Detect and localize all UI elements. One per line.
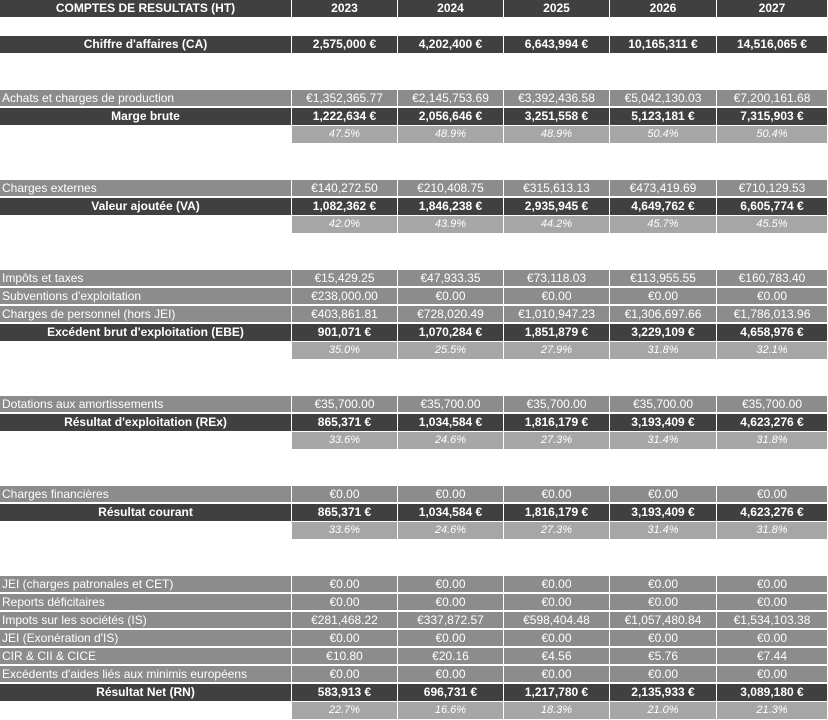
row-label[interactable]: Charges de personnel (hors JEI) bbox=[0, 306, 292, 323]
empty-label-cell[interactable] bbox=[0, 126, 292, 143]
empty-label-cell[interactable] bbox=[0, 432, 292, 449]
row-label[interactable]: Charges externes bbox=[0, 180, 292, 197]
row-label[interactable]: Achats et charges de production bbox=[0, 90, 292, 107]
value-cell[interactable]: €0.00 bbox=[398, 288, 504, 305]
row-label[interactable]: Reports déficitaires bbox=[0, 594, 292, 611]
percent-cell[interactable]: 45.7% bbox=[610, 216, 717, 233]
row-label[interactable]: Résultat courant bbox=[0, 504, 292, 521]
percent-cell[interactable]: 42.0% bbox=[292, 216, 398, 233]
value-cell[interactable]: €4.56 bbox=[504, 648, 610, 665]
value-cell[interactable]: 865,371 € bbox=[292, 504, 398, 521]
value-cell[interactable]: 2,935,945 € bbox=[504, 198, 610, 215]
percent-cell[interactable]: 31.8% bbox=[717, 432, 828, 449]
value-cell[interactable]: €0.00 bbox=[717, 666, 828, 683]
value-cell[interactable]: 1,034,584 € bbox=[398, 414, 504, 431]
value-cell[interactable]: €35,700.00 bbox=[292, 396, 398, 413]
value-cell[interactable]: 583,913 € bbox=[292, 684, 398, 701]
value-cell[interactable]: €0.00 bbox=[610, 486, 717, 503]
value-cell[interactable]: €0.00 bbox=[717, 630, 828, 647]
row-impots-societes bbox=[0, 612, 828, 630]
value-cell[interactable]: €0.00 bbox=[292, 594, 398, 611]
row-label[interactable]: Marge brute bbox=[0, 108, 292, 125]
value-cell[interactable]: €1,352,365.77 bbox=[292, 90, 398, 107]
row-label[interactable]: Résultat Net (RN) bbox=[0, 684, 292, 701]
row-label[interactable]: Subventions d'exploitation bbox=[0, 288, 292, 305]
percent-cell[interactable]: 22.7% bbox=[292, 702, 398, 719]
value-cell[interactable]: €2,145,753.69 bbox=[398, 90, 504, 107]
row-impots-taxes bbox=[0, 270, 828, 288]
row-label[interactable]: CIR & CII & CICE bbox=[0, 648, 292, 665]
value-cell[interactable]: 4,623,276 € bbox=[717, 414, 828, 431]
value-cell[interactable]: €35,700.00 bbox=[610, 396, 717, 413]
percent-cell[interactable]: 35.0% bbox=[292, 342, 398, 359]
value-cell[interactable]: €0.00 bbox=[398, 630, 504, 647]
row-label[interactable]: JEI (Exonération d'IS) bbox=[0, 630, 292, 647]
value-cell[interactable]: 6,605,774 € bbox=[717, 198, 828, 215]
value-cell[interactable]: €728,020.49 bbox=[398, 306, 504, 323]
row-achats bbox=[0, 90, 828, 108]
row-resultat-exploitation bbox=[0, 414, 828, 432]
value-cell[interactable]: €0.00 bbox=[292, 576, 398, 593]
value-cell[interactable]: €15,429.25 bbox=[292, 270, 398, 287]
value-cell[interactable]: €35,700.00 bbox=[717, 396, 828, 413]
row-resultat-net bbox=[0, 684, 828, 702]
value-cell[interactable]: 1,851,879 € bbox=[504, 324, 610, 341]
row-label[interactable]: Excédents d'aides liés aux minimis européens bbox=[0, 666, 292, 683]
value-cell[interactable]: €0.00 bbox=[717, 576, 828, 593]
value-cell[interactable]: €1,057,480.84 bbox=[610, 612, 717, 629]
value-cell[interactable]: €5.76 bbox=[610, 648, 717, 665]
percent-cell[interactable]: 48.9% bbox=[398, 126, 504, 143]
percent-cell[interactable]: 27.3% bbox=[504, 522, 610, 539]
value-cell[interactable]: €0.00 bbox=[610, 594, 717, 611]
value-cell[interactable]: 2,056,646 € bbox=[398, 108, 504, 125]
empty-label-cell[interactable] bbox=[0, 522, 292, 539]
value-cell[interactable]: 3,089,180 € bbox=[717, 684, 828, 701]
row-label[interactable]: Valeur ajoutée (VA) bbox=[0, 198, 292, 215]
value-cell[interactable]: 2,135,933 € bbox=[610, 684, 717, 701]
value-cell[interactable]: 901,071 € bbox=[292, 324, 398, 341]
value-cell[interactable]: €0.00 bbox=[717, 288, 828, 305]
value-cell[interactable]: 4,202,400 € bbox=[398, 36, 504, 53]
value-cell[interactable]: €0.00 bbox=[717, 594, 828, 611]
percent-cell[interactable]: 18.3% bbox=[504, 702, 610, 719]
row-label[interactable]: Excédent brut d'exploitation (EBE) bbox=[0, 324, 292, 341]
value-cell[interactable]: €1,010,947.23 bbox=[504, 306, 610, 323]
value-cell[interactable]: 3,193,409 € bbox=[610, 414, 717, 431]
value-cell[interactable]: 14,516,065 € bbox=[717, 36, 828, 53]
row-subventions bbox=[0, 288, 828, 306]
value-cell[interactable]: 1,217,780 € bbox=[504, 684, 610, 701]
value-cell[interactable]: 2,575,000 € bbox=[292, 36, 398, 53]
percent-cell[interactable]: 24.6% bbox=[398, 522, 504, 539]
row-marge-pct bbox=[0, 126, 828, 144]
value-cell[interactable]: €238,000.00 bbox=[292, 288, 398, 305]
value-cell[interactable]: €20.16 bbox=[398, 648, 504, 665]
value-cell[interactable]: €0.00 bbox=[504, 576, 610, 593]
row-ebe-pct bbox=[0, 342, 828, 360]
row-dotations bbox=[0, 396, 828, 414]
value-cell[interactable]: €10.80 bbox=[292, 648, 398, 665]
value-cell[interactable]: €0.00 bbox=[292, 486, 398, 503]
row-valeur-ajoutee bbox=[0, 198, 828, 216]
row-charges-financieres bbox=[0, 486, 828, 504]
value-cell[interactable]: €0.00 bbox=[610, 576, 717, 593]
value-cell[interactable]: €710,129.53 bbox=[717, 180, 828, 197]
value-cell[interactable]: 6,643,994 € bbox=[504, 36, 610, 53]
year-header[interactable]: 2023 bbox=[292, 0, 398, 17]
value-cell[interactable]: 1,816,179 € bbox=[504, 504, 610, 521]
row-jei-charges bbox=[0, 576, 828, 594]
value-cell[interactable]: €0.00 bbox=[610, 630, 717, 647]
value-cell[interactable]: €73,118.03 bbox=[504, 270, 610, 287]
row-chiffre-affaires bbox=[0, 36, 828, 54]
row-courant-pct bbox=[0, 522, 828, 540]
value-cell[interactable]: €0.00 bbox=[504, 594, 610, 611]
empty-label-cell[interactable] bbox=[0, 702, 292, 719]
value-cell[interactable]: €0.00 bbox=[610, 666, 717, 683]
percent-cell[interactable]: 31.4% bbox=[610, 522, 717, 539]
value-cell[interactable]: €0.00 bbox=[398, 486, 504, 503]
value-cell[interactable]: 10,165,311 € bbox=[610, 36, 717, 53]
value-cell[interactable]: €0.00 bbox=[504, 666, 610, 683]
percent-cell[interactable]: 50.4% bbox=[717, 126, 828, 143]
value-cell[interactable]: €403,861.81 bbox=[292, 306, 398, 323]
row-label[interactable]: JEI (charges patronales et CET) bbox=[0, 576, 292, 593]
value-cell[interactable]: €210,408.75 bbox=[398, 180, 504, 197]
row-rn-pct bbox=[0, 702, 828, 720]
row-resultat-courant bbox=[0, 504, 828, 522]
percent-cell[interactable]: 16.6% bbox=[398, 702, 504, 719]
percent-cell[interactable]: 25.5% bbox=[398, 342, 504, 359]
value-cell[interactable]: 3,193,409 € bbox=[610, 504, 717, 521]
row-excedents-aides bbox=[0, 666, 828, 684]
row-ebe bbox=[0, 324, 828, 342]
value-cell[interactable]: €337,872.57 bbox=[398, 612, 504, 629]
percent-cell[interactable]: 27.9% bbox=[504, 342, 610, 359]
row-va-pct bbox=[0, 216, 828, 234]
value-cell[interactable]: €35,700.00 bbox=[504, 396, 610, 413]
percent-cell[interactable]: 24.6% bbox=[398, 432, 504, 449]
percent-cell[interactable]: 44.2% bbox=[504, 216, 610, 233]
percent-cell[interactable]: 43.9% bbox=[398, 216, 504, 233]
value-cell[interactable]: 4,649,762 € bbox=[610, 198, 717, 215]
value-cell[interactable]: 1,816,179 € bbox=[504, 414, 610, 431]
percent-cell[interactable]: 33.6% bbox=[292, 432, 398, 449]
percent-cell[interactable]: 27.3% bbox=[504, 432, 610, 449]
row-charges-externes bbox=[0, 180, 828, 198]
percent-cell[interactable]: 31.8% bbox=[717, 522, 828, 539]
percent-cell[interactable]: 48.9% bbox=[504, 126, 610, 143]
row-reports-deficitaires bbox=[0, 594, 828, 612]
value-cell[interactable]: €0.00 bbox=[504, 630, 610, 647]
value-cell[interactable]: 5,123,181 € bbox=[610, 108, 717, 125]
value-cell[interactable]: 1,070,284 € bbox=[398, 324, 504, 341]
row-cir bbox=[0, 648, 828, 666]
percent-cell[interactable]: 47.5% bbox=[292, 126, 398, 143]
value-cell[interactable]: €5,042,130.03 bbox=[610, 90, 717, 107]
year-header[interactable]: 2027 bbox=[717, 0, 828, 17]
value-cell[interactable]: €3,392,436.58 bbox=[504, 90, 610, 107]
year-header[interactable]: 2025 bbox=[504, 0, 610, 17]
value-cell[interactable]: €47,933.35 bbox=[398, 270, 504, 287]
row-rex-pct bbox=[0, 432, 828, 450]
value-cell[interactable]: €473,419.69 bbox=[610, 180, 717, 197]
percent-cell[interactable]: 45.5% bbox=[717, 216, 828, 233]
value-cell[interactable]: 3,229,109 € bbox=[610, 324, 717, 341]
value-cell[interactable]: €0.00 bbox=[398, 594, 504, 611]
row-label[interactable]: Dotations aux amortissements bbox=[0, 396, 292, 413]
empty-label-cell[interactable] bbox=[0, 216, 292, 233]
value-cell[interactable]: 4,623,276 € bbox=[717, 504, 828, 521]
percent-cell[interactable]: 21.3% bbox=[717, 702, 828, 719]
value-cell[interactable]: €113,955.55 bbox=[610, 270, 717, 287]
value-cell[interactable]: €1,306,697.66 bbox=[610, 306, 717, 323]
value-cell[interactable]: 1,222,634 € bbox=[292, 108, 398, 125]
row-charges-personnel bbox=[0, 306, 828, 324]
year-header[interactable]: 2026 bbox=[610, 0, 717, 17]
row-label[interactable]: Charges financières bbox=[0, 486, 292, 503]
value-cell[interactable]: €0.00 bbox=[398, 576, 504, 593]
row-label[interactable]: Résultat d'exploitation (REx) bbox=[0, 414, 292, 431]
value-cell[interactable]: €160,783.40 bbox=[717, 270, 828, 287]
value-cell[interactable]: €7.44 bbox=[717, 648, 828, 665]
percent-cell[interactable]: 50.4% bbox=[610, 126, 717, 143]
percent-cell[interactable]: 33.6% bbox=[292, 522, 398, 539]
value-cell[interactable]: 4,658,976 € bbox=[717, 324, 828, 341]
row-label[interactable]: Impôts et taxes bbox=[0, 270, 292, 287]
percent-cell[interactable]: 32.1% bbox=[717, 342, 828, 359]
value-cell[interactable]: 1,082,362 € bbox=[292, 198, 398, 215]
value-cell[interactable]: €0.00 bbox=[398, 666, 504, 683]
value-cell[interactable]: €0.00 bbox=[610, 288, 717, 305]
value-cell[interactable]: €0.00 bbox=[717, 486, 828, 503]
value-cell[interactable]: 696,731 € bbox=[398, 684, 504, 701]
value-cell[interactable]: €7,200,161.68 bbox=[717, 90, 828, 107]
value-cell[interactable]: 1,034,584 € bbox=[398, 504, 504, 521]
value-cell[interactable]: €0.00 bbox=[504, 288, 610, 305]
value-cell[interactable]: €0.00 bbox=[292, 666, 398, 683]
value-cell[interactable]: €315,613.13 bbox=[504, 180, 610, 197]
value-cell[interactable]: €1,534,103.38 bbox=[717, 612, 828, 629]
row-jei-is bbox=[0, 630, 828, 648]
value-cell[interactable]: €281,468.22 bbox=[292, 612, 398, 629]
value-cell[interactable]: €0.00 bbox=[504, 486, 610, 503]
value-cell[interactable]: €598,404.48 bbox=[504, 612, 610, 629]
row-label[interactable]: Impots sur les sociétés (IS) bbox=[0, 612, 292, 629]
value-cell[interactable]: €35,700.00 bbox=[398, 396, 504, 413]
value-cell[interactable]: 1,846,238 € bbox=[398, 198, 504, 215]
value-cell[interactable]: €1,786,013.96 bbox=[717, 306, 828, 323]
value-cell[interactable]: 7,315,903 € bbox=[717, 108, 828, 125]
value-cell[interactable]: €140,272.50 bbox=[292, 180, 398, 197]
percent-cell[interactable]: 31.8% bbox=[610, 342, 717, 359]
percent-cell[interactable]: 31.4% bbox=[610, 432, 717, 449]
value-cell[interactable]: 3,251,558 € bbox=[504, 108, 610, 125]
row-marge-brute bbox=[0, 108, 828, 126]
value-cell[interactable]: 865,371 € bbox=[292, 414, 398, 431]
header-row bbox=[0, 0, 828, 18]
year-header[interactable]: 2024 bbox=[398, 0, 504, 17]
row-label[interactable]: Chiffre d'affaires (CA) bbox=[0, 36, 292, 53]
empty-label-cell[interactable] bbox=[0, 342, 292, 359]
percent-cell[interactable]: 21.0% bbox=[610, 702, 717, 719]
table-title[interactable]: COMPTES DE RESULTATS (HT) bbox=[0, 0, 292, 17]
value-cell[interactable]: €0.00 bbox=[292, 630, 398, 647]
